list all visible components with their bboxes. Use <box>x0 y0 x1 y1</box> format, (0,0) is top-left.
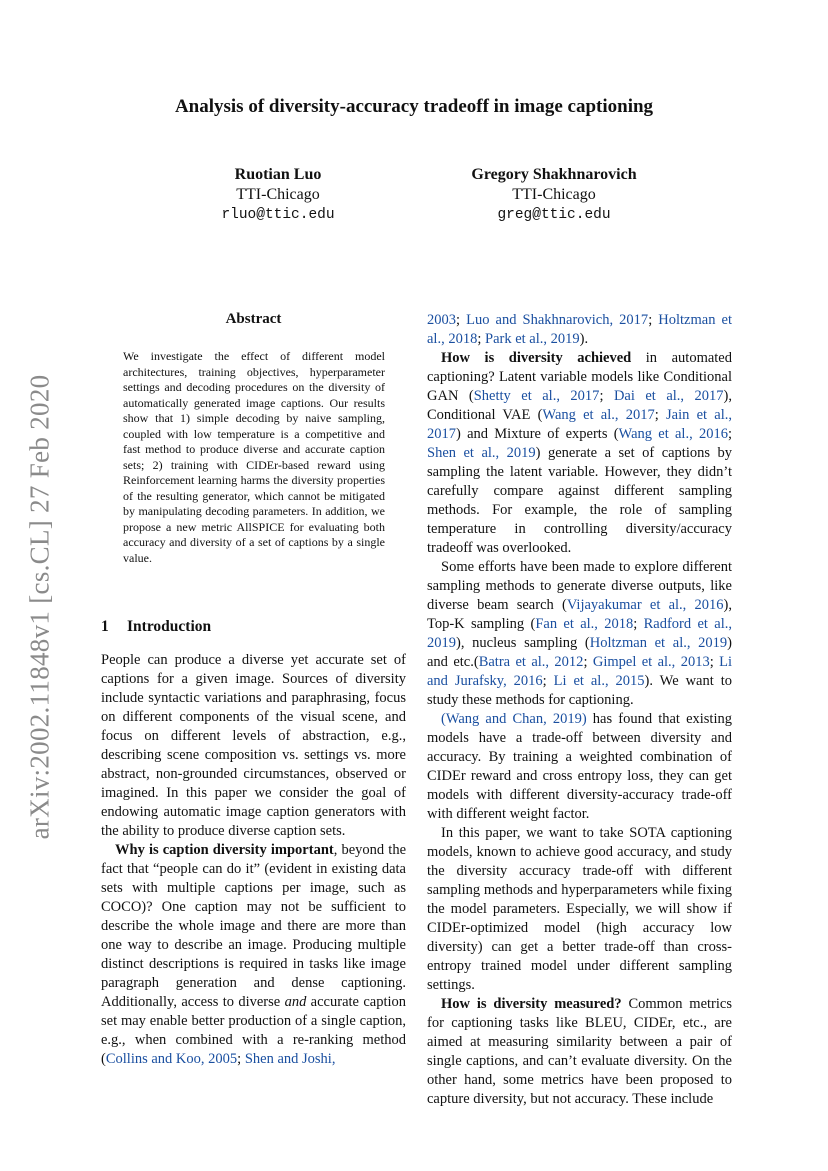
abstract-heading: Abstract <box>225 311 282 327</box>
section-heading-introduction <box>101 618 211 636</box>
citation-link[interactable]: Vijayakumar et al., 2016 <box>566 597 724 613</box>
citation-link[interactable]: Li and Jurafsky, 2016 <box>427 654 733 689</box>
citation-link[interactable]: Holtzman et al., 2018 <box>427 312 732 347</box>
citation-link[interactable]: Collins and Koo, 2005 <box>105 1051 238 1067</box>
abstract-text: We investigate the effect of different model architectures, training objectives, hyperparameter settings and decoding procedures on the diversity of automatically generated image captions. Our results show that 1) simple decoding by naive sampling, coupled with low temperature is a competitive and fast method to produce diverse and accurate caption sets; 2) training with CIDEr-based reward using Reinforcement learning harms the diversity properties of the resulting generator, which cannot be mitigated by manipulating decoding parameters. In addition, we propose a new metric AllSPICE for evaluating both accuracy and diversity of a set of captions by a single value. <box>123 349 385 565</box>
citation-link[interactable]: Park et al., 2019 <box>485 331 580 347</box>
paragraph-text: ; <box>237 1051 245 1067</box>
citation-link[interactable]: Wang et al., 2016 <box>618 426 728 442</box>
citation-link[interactable]: Shetty et al., 2017 <box>473 388 600 404</box>
author-2 <box>434 165 674 225</box>
paragraph-text: , beyond the fact that “people can do it” (evident in existing data sets with multiple captions per image, such as COCO)? One caption may not be sufficient to describe the whole image and there are more than one way to describe an image. Producing multiple distinct descriptions is required in tasks like image paragraph generation and dense captioning. Additionally, access to diverse <box>101 842 406 1010</box>
section-title: Introduction <box>127 618 212 635</box>
author-email[interactable]: rluo@ttic.edu <box>221 207 335 223</box>
emphasis-and: and <box>284 994 307 1010</box>
intro-paragraph-2 <box>101 841 406 1069</box>
paragraph-diversity-achieved: How is diversity achieved in automated captioning? Latent variable models like Conditional GAN (Shetty et al., 2017; Dai et al., 2017), Conditional VAE (Wang et al., 2017; Jain et al., 2017) and Mixture of experts (Wang et al., 2016; Shen et al., 2019) generate a set of captions by sampling the latent variable. However, they didn’t carefully compare against different sampling methods. For example, the role of sampling temperature in controlling diversity/accuracy tradeoff was overlooked. <box>427 350 733 556</box>
citation-link[interactable]: Gimpel et al., 2013 <box>592 654 710 670</box>
paragraph-sampling-methods: Some efforts have been made to explore different sampling methods to generate diverse outputs, like diverse beam search (Vijayakumar et al., 2016), Top-K sampling (Fan et al., 2018; Radford et al., 2019), nucleus sampling (Holtzman et al., 2019) and etc.(Batra et al., 2012; Gimpel et al., 2013; Li and Jurafsky, 2016; Li et al., 2015). We want to study these methods for captioning. <box>427 559 733 708</box>
arxiv-identifier <box>22 362 58 852</box>
paragraph-diversity-measured: How is diversity measured? Common metrics for captioning tasks like BLEU, CIDEr, etc., are aimed at measuring similarity between a pair of single captions, and can’t evaluate diversity. On the other hand, some metrics have been proposed to capture diversity, but not accuracy. These include <box>427 996 732 1107</box>
author-affiliation: TTI-Chicago <box>512 186 596 203</box>
paragraph-lead: How is diversity measured? <box>441 996 622 1012</box>
citation-link[interactable]: Luo and Shakhnarovich, 2017 <box>466 312 649 328</box>
citation-link[interactable]: Wang et al., 2017 <box>542 407 655 423</box>
citation-link[interactable]: (Wang and Chan, 2019) <box>441 711 587 727</box>
author-affiliation: TTI-Chicago <box>236 186 320 203</box>
author-1 <box>158 165 398 225</box>
citation-link[interactable]: Shen et al., 2019 <box>427 445 536 461</box>
left-column <box>101 651 406 1069</box>
citation-link[interactable]: Dai et al., 2017 <box>613 388 724 404</box>
citation-link[interactable]: Radford et al., 2019 <box>427 616 732 651</box>
citation-link[interactable]: Batra et al., 2012 <box>478 654 584 670</box>
citation-link[interactable]: Holtzman et al., 2019 <box>589 635 728 651</box>
arxiv-id-text: arXiv:2002.11848v1 [cs.CL] 27 Feb 2020 <box>24 374 55 840</box>
paragraph-lead: Why is caption diversity important <box>115 842 334 858</box>
author-name: Ruotian Luo <box>234 166 322 183</box>
section-number: 1 <box>101 618 109 635</box>
citation-link[interactable]: Jain et al., 2017 <box>427 407 733 442</box>
author-name: Gregory Shakhnarovich <box>471 166 637 183</box>
citation-link[interactable]: Fan et al., 2018 <box>535 616 634 632</box>
right-column <box>427 311 732 1109</box>
paragraph-this-paper: In this paper, we want to take SOTA captioning models, known to achieve good accuracy, and study the diversity accuracy trade-off with different sampling methods and hyperparameters while fixing the model parameters. Especially, we will show if CIDEr-optimized model (high accuracy low diversity) can get a better trade-off than cross-entropy trained model under different sampling settings. <box>427 825 732 993</box>
citation-link[interactable]: Shen and Joshi, <box>244 1051 336 1067</box>
paragraph-lead: How is diversity achieved <box>441 350 632 366</box>
citation-link[interactable]: Li et al., 2015 <box>553 673 645 689</box>
author-email[interactable]: greg@ttic.edu <box>497 207 611 223</box>
abstract-body <box>123 349 385 566</box>
paragraph-prior-work: (Wang and Chan, 2019) has found that existing models have a trade-off between diversity and accuracy. By training a weighted combination of CIDEr reward and cross entropy loss, they can get models with different diversity-accuracy trade-off with different weight factor. <box>427 711 732 822</box>
intro-paragraph-1: People can produce a diverse yet accurate set of captions for a given image. Sources of diversity include syntactic variations and paraphrasing, focus on different components of the visual scene, and focus on different levels of abstraction, e.g., describing scene composition vs. settings vs. more abstract, non-grounded circumstances, observed or imagined. In this paper we consider the goal of endowing automatic image caption generators with the ability to produce diverse caption sets. <box>101 652 406 839</box>
continued-paragraph: 2003; Luo and Shakhnarovich, 2017; Holtzman et al., 2018; Park et al., 2019). <box>427 312 732 347</box>
paragraph-text: accurate caption set may enable better production of a single caption, e.g., when combined with a re-ranking method ( <box>101 994 406 1067</box>
paper-title: Analysis of diversity-accuracy tradeoff in image captioning <box>174 96 654 117</box>
citation-link[interactable]: 2003 <box>427 312 456 328</box>
